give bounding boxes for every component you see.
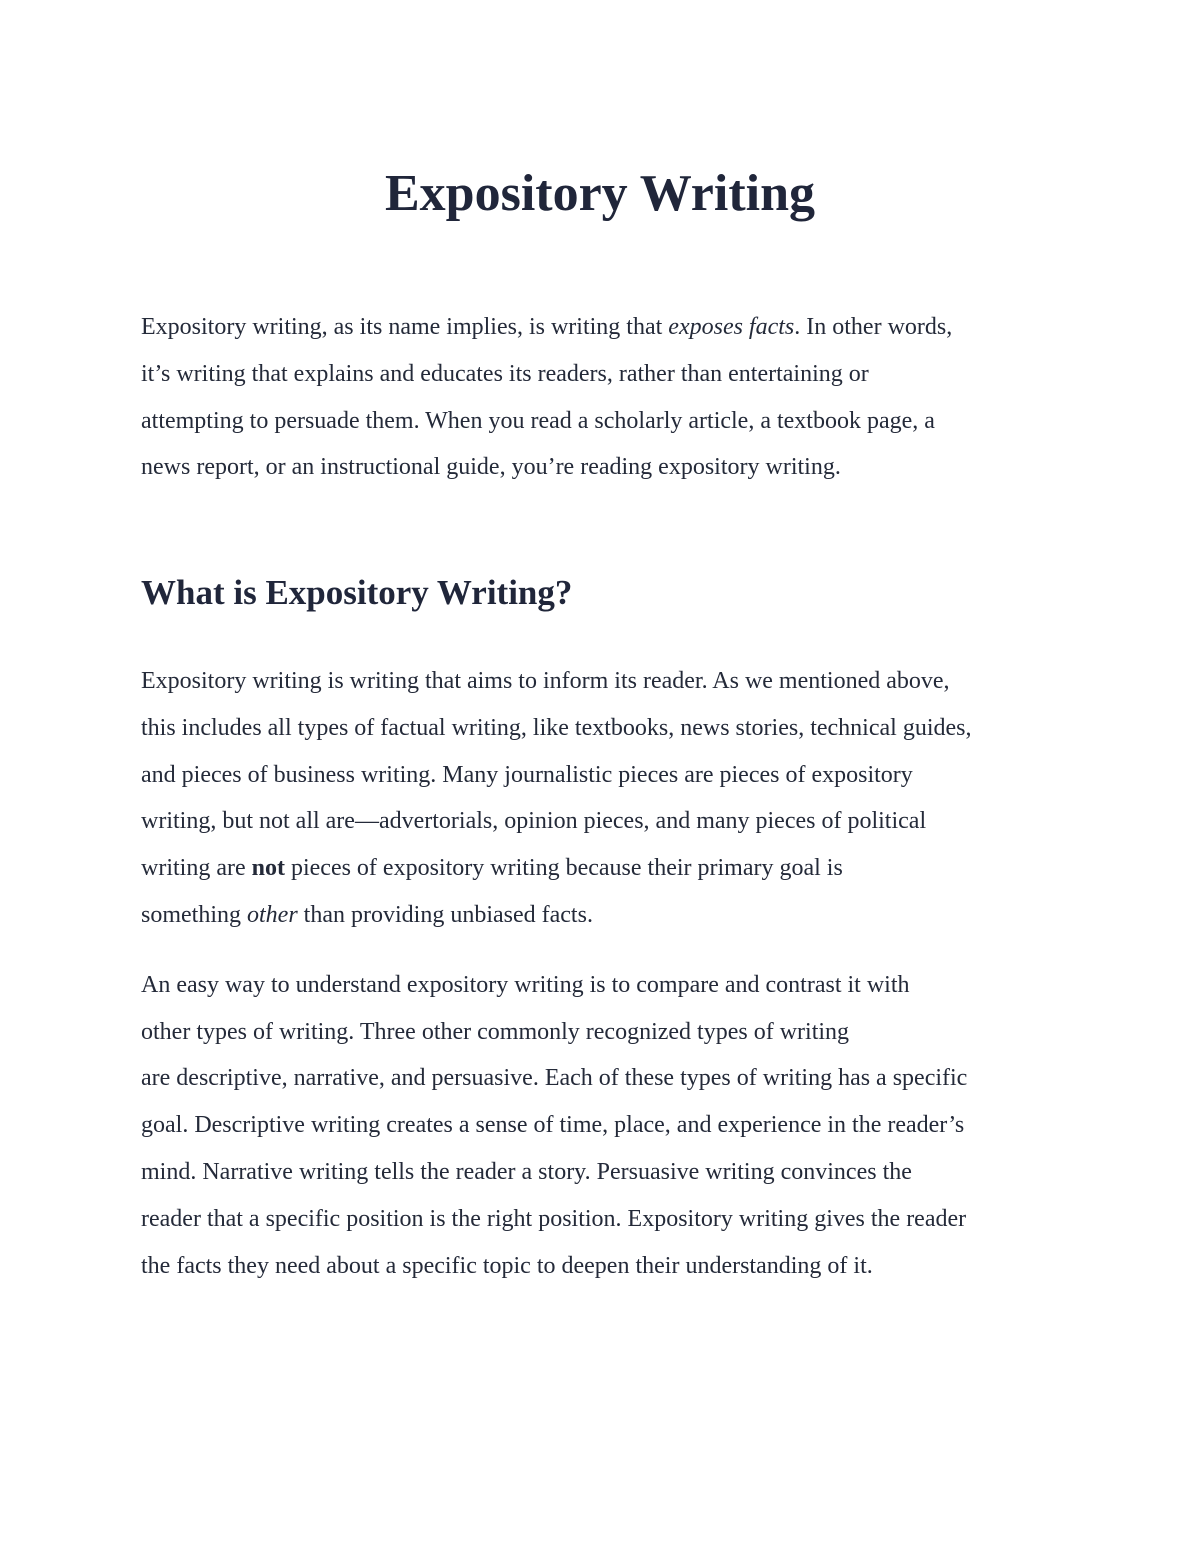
- p1-line-3: and pieces of business writing. Many journalistic pieces are pieces of expository: [141, 761, 913, 788]
- p2-line-3: are descriptive, narrative, and persuasive. Each of these types of writing has a specific: [141, 1065, 968, 1092]
- p1-line-6: [141, 892, 1076, 939]
- p1-line-5: [141, 845, 1076, 892]
- section-paragraph-2: [141, 962, 1076, 1290]
- p2-line-7: the facts they need about a specific topic to deepen their understanding of it.: [141, 1252, 873, 1279]
- p2-line-2: other types of writing. Three other commonly recognized types of writing: [141, 1018, 850, 1045]
- intro-line-2: it’s writing that explains and educates its readers, rather than entertaining or: [141, 360, 869, 387]
- p1-line-6-start: something: [141, 901, 247, 928]
- p1-line-6-end: than providing unbiased facts.: [297, 901, 593, 928]
- document-content: [141, 304, 1076, 1279]
- p1-line-4: writing, but not all are—advertorials, opinion pieces, and many pieces of political: [141, 808, 927, 835]
- p2-line-4: goal. Descriptive writing creates a sense of time, place, and experience in the reader’s: [141, 1112, 965, 1139]
- document-title: Expository Writing: [384, 165, 815, 222]
- section-body: [141, 658, 1076, 1289]
- intro-line-4: news report, or an instructional guide, you’re reading expository writing.: [141, 454, 841, 481]
- p1-line-2: this includes all types of factual writing, like textbooks, news stories, technical guides,: [141, 714, 972, 741]
- intro-line-3: attempting to persuade them. When you read a scholarly article, a textbook page, a: [141, 407, 935, 434]
- intro-line-1: [141, 304, 1076, 351]
- p2-line-1: An easy way to understand expository writing is to compare and contrast it with: [141, 971, 910, 998]
- intro-line-1-end: . In other words,: [794, 314, 953, 340]
- other-emphasis: other: [247, 901, 298, 928]
- intro-line-1-text: Expository writing, as its name implies, is writing that: [141, 314, 669, 340]
- p1-line-5-end: pieces of expository writing because their primary goal is: [284, 855, 843, 882]
- exposes-facts-emphasis: exposes facts: [668, 314, 795, 340]
- p2-line-5: mind. Narrative writing tells the reader a story. Persuasive writing convinces the: [141, 1158, 912, 1185]
- section-paragraph-1: [141, 658, 1076, 939]
- p1-line-5-start: writing are: [141, 855, 252, 882]
- section-heading: What is Expository Writing?: [141, 573, 573, 612]
- intro-paragraph: [141, 304, 1076, 491]
- p2-line-6: reader that a specific position is the right position. Expository writing gives the reader: [141, 1205, 967, 1232]
- not-emphasis: not: [251, 855, 285, 882]
- p1-line-1: Expository writing is writing that aims to inform its reader. As we mentioned above,: [141, 668, 950, 694]
